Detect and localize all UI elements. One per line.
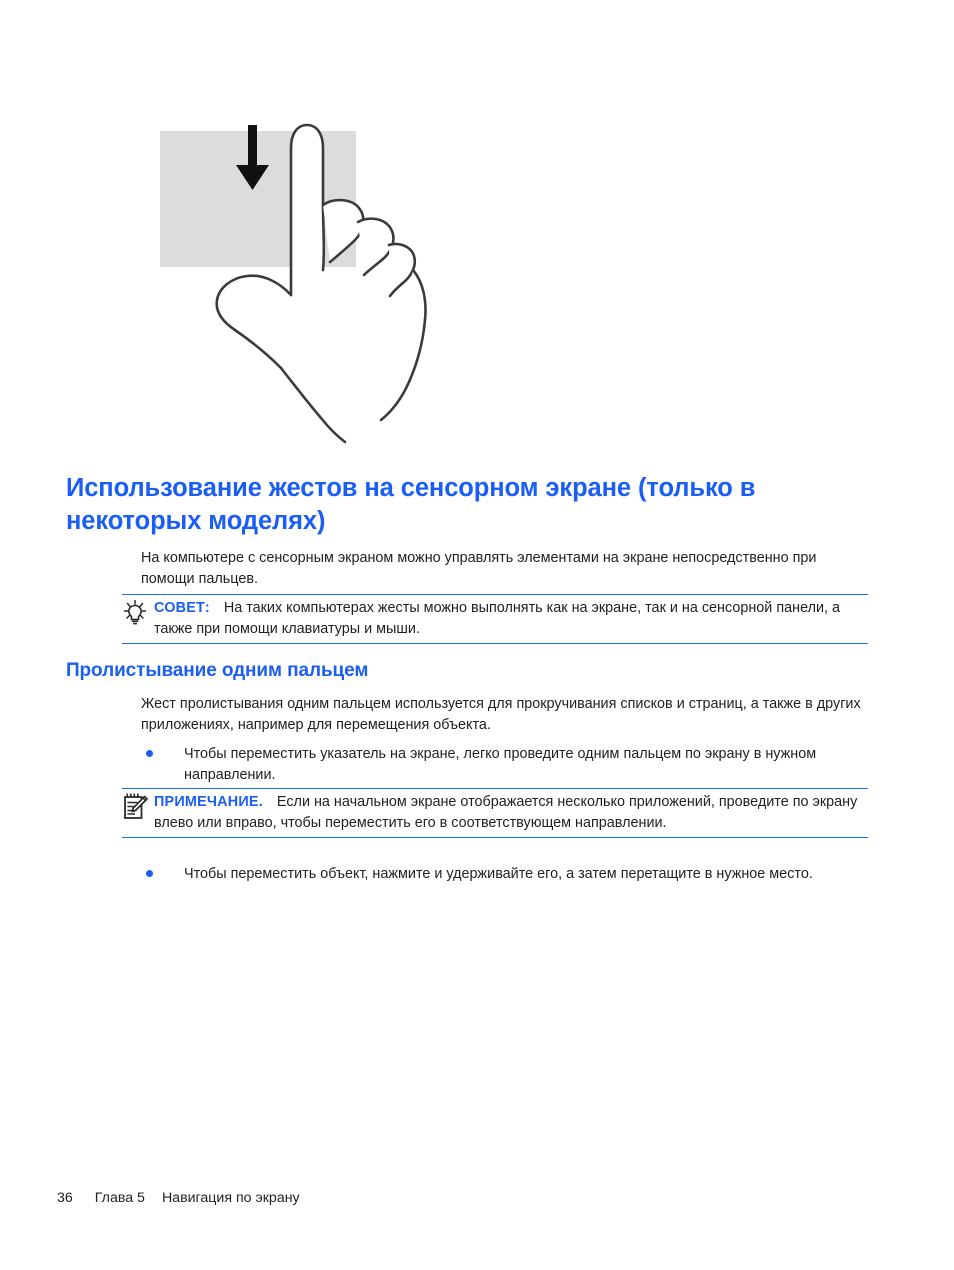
list-item — [146, 864, 871, 885]
note-text-wrap — [154, 789, 868, 837]
bullet-dot-icon — [146, 870, 153, 877]
page-title: Использование жестов на сенсорном экране (только в некоторых моделях) — [66, 474, 756, 535]
list-item-text: Чтобы переместить указатель на экране, легко проведите одним пальцем по экрану в нужном направлении. — [184, 746, 817, 783]
footer-chapter: Глава 5 — [94, 1190, 145, 1206]
tip-label: СОВЕТ: — [154, 600, 210, 616]
page-footer — [57, 1188, 300, 1208]
section-title-one-finger-swipe: Пролистывание одним пальцем — [66, 660, 369, 681]
list-item — [146, 744, 871, 785]
list-item-text: Чтобы переместить объект, нажмите и удерживайте его, а затем перетащите в нужное место. — [184, 866, 813, 882]
notepad-pencil-icon — [122, 793, 148, 821]
tip-callout — [122, 594, 868, 644]
note-callout — [122, 788, 868, 838]
tip-text: На таких компьютерах жесты можно выполнять как на экране, так и на сенсорной панели, а также при помощи клавиатуры и мыши. — [154, 600, 841, 637]
footer-chapter-title: Навигация по экрану — [161, 1190, 300, 1206]
swipe-paragraph: Жест пролистывания одним пальцем используется для прокручивания списков и страниц, а также в других приложениях, например для перемещения объекта. — [141, 696, 861, 733]
footer-page-number: 36 — [57, 1190, 73, 1206]
intro-paragraph: На компьютере с сенсорным экраном можно управлять элементами на экране непосредственно при помощи пальцев. — [141, 550, 817, 587]
tip-text-wrap — [154, 595, 868, 643]
lightbulb-icon — [122, 599, 148, 627]
bullet-dot-icon — [146, 750, 153, 757]
note-label: ПРИМЕЧАНИЕ. — [154, 794, 263, 810]
gesture-illustration — [155, 110, 455, 450]
touchpad-surface — [160, 131, 356, 267]
note-text: Если на начальном экране отображается несколько приложений, проведите по экрану влево или вправо, чтобы переместить его в соответствующем направлении. — [154, 794, 858, 831]
